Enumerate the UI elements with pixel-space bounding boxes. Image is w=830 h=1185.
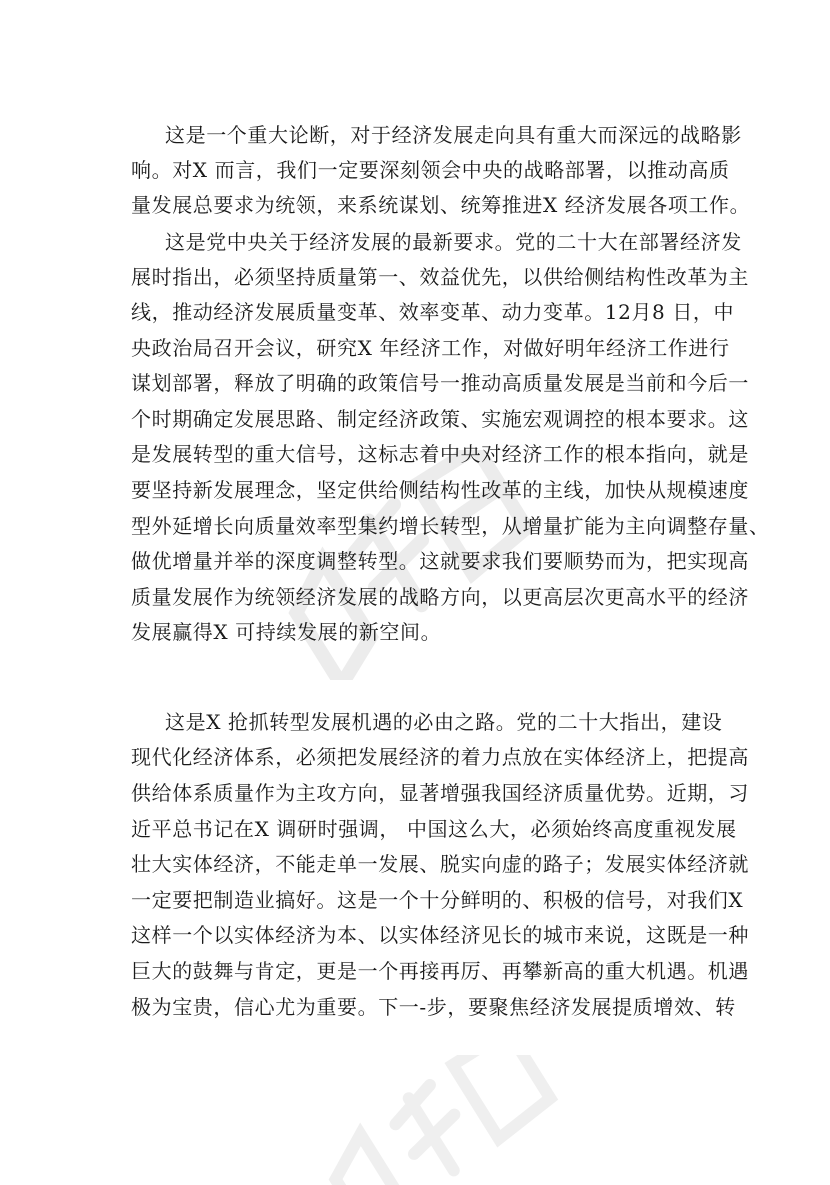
text-line: 个时期确定发展思路、制定经济政策、实施宏观调控的根本要求。这 bbox=[131, 407, 749, 431]
text-line: 是发展转型的重大信号，这标志着中央对经济工作的根本指向，就是 bbox=[131, 442, 749, 466]
text-line: 发展赢得X 可持续发展的新空间。 bbox=[131, 620, 442, 644]
text-line: 近平总书记在X 调研时强调， 中国这么大，必须始终高度重视发展 bbox=[131, 817, 737, 841]
text-line: 极为宝贵，信心尤为重要。下一-步，要聚焦经济发展提质增效、转 bbox=[131, 995, 736, 1019]
text-line: 这是X 抢抓转型发展机遇的必由之路。党的二十大指出，建设 bbox=[165, 710, 723, 734]
text-line: 要坚持新发展理念，坚定供给侧结构性改革的主线，加快从规模速度 bbox=[131, 478, 749, 502]
text-line: 现代化经济体系，必须把发展经济的着力点放在实体经济上，把提高 bbox=[131, 745, 749, 769]
text-line: 这样一个以实体经济为本、以实体经济见长的城市来说，这既是一种 bbox=[131, 923, 749, 947]
text-line: 供给体系质量作为主攻方向，显著增强我国经济质量优势。近期，习 bbox=[131, 781, 749, 805]
text-line: 谋划部署，释放了明确的政策信号一推动高质量发展是当前和今后一 bbox=[131, 371, 749, 395]
text-line: 线，推动经济发展质量变革、效率变革、动力变革。12月8 日，中 bbox=[131, 300, 735, 324]
text-line: 一定要把制造业搞好。这是一个十分鲜明的、积极的信号，对我们X bbox=[131, 888, 744, 912]
text-line: 壮大实体经济，不能走单一发展、脱实向虚的路子；发展实体经济就 bbox=[131, 852, 749, 876]
watermark-logo-image bbox=[280, 1055, 600, 1185]
text-line: 巨大的鼓舞与肯定，更是一个再接再厉、再攀新高的重大机遇。机遇 bbox=[131, 959, 749, 983]
text-line: 展时指出，必须坚持质量第一、效益优先，以供给侧结构性改革为主 bbox=[131, 265, 749, 289]
text-line: 这是党中央关于经济发展的最新要求。党的二十大在部署经济发 bbox=[165, 230, 742, 254]
text-line: 这是一个重大论断，对于经济发展走向具有重大而深远的战略影 bbox=[165, 123, 742, 147]
text-line: 质量发展作为统领经济发展的战略方向，以更高层次更高水平的经济 bbox=[131, 585, 749, 609]
text-line: 响。对X 而言，我们一定要深刻领会中央的战略部署，以推动高质 bbox=[131, 158, 730, 182]
text-line: 量发展总要求为统领，来系统谋划、统筹推进X 经济发展各项工作。 bbox=[131, 193, 751, 217]
text-line: 做优增量并举的深度调整转型。这就要求我们要顺势而为，把实现高 bbox=[131, 549, 749, 573]
text-line: 型外延增长向质量效率型集约增长转型，从增量扩能为主向调整存量、 bbox=[131, 514, 770, 538]
text-line: 央政治局召开会议，研究X 年经济工作，对做好明年经济工作进行 bbox=[131, 336, 730, 360]
